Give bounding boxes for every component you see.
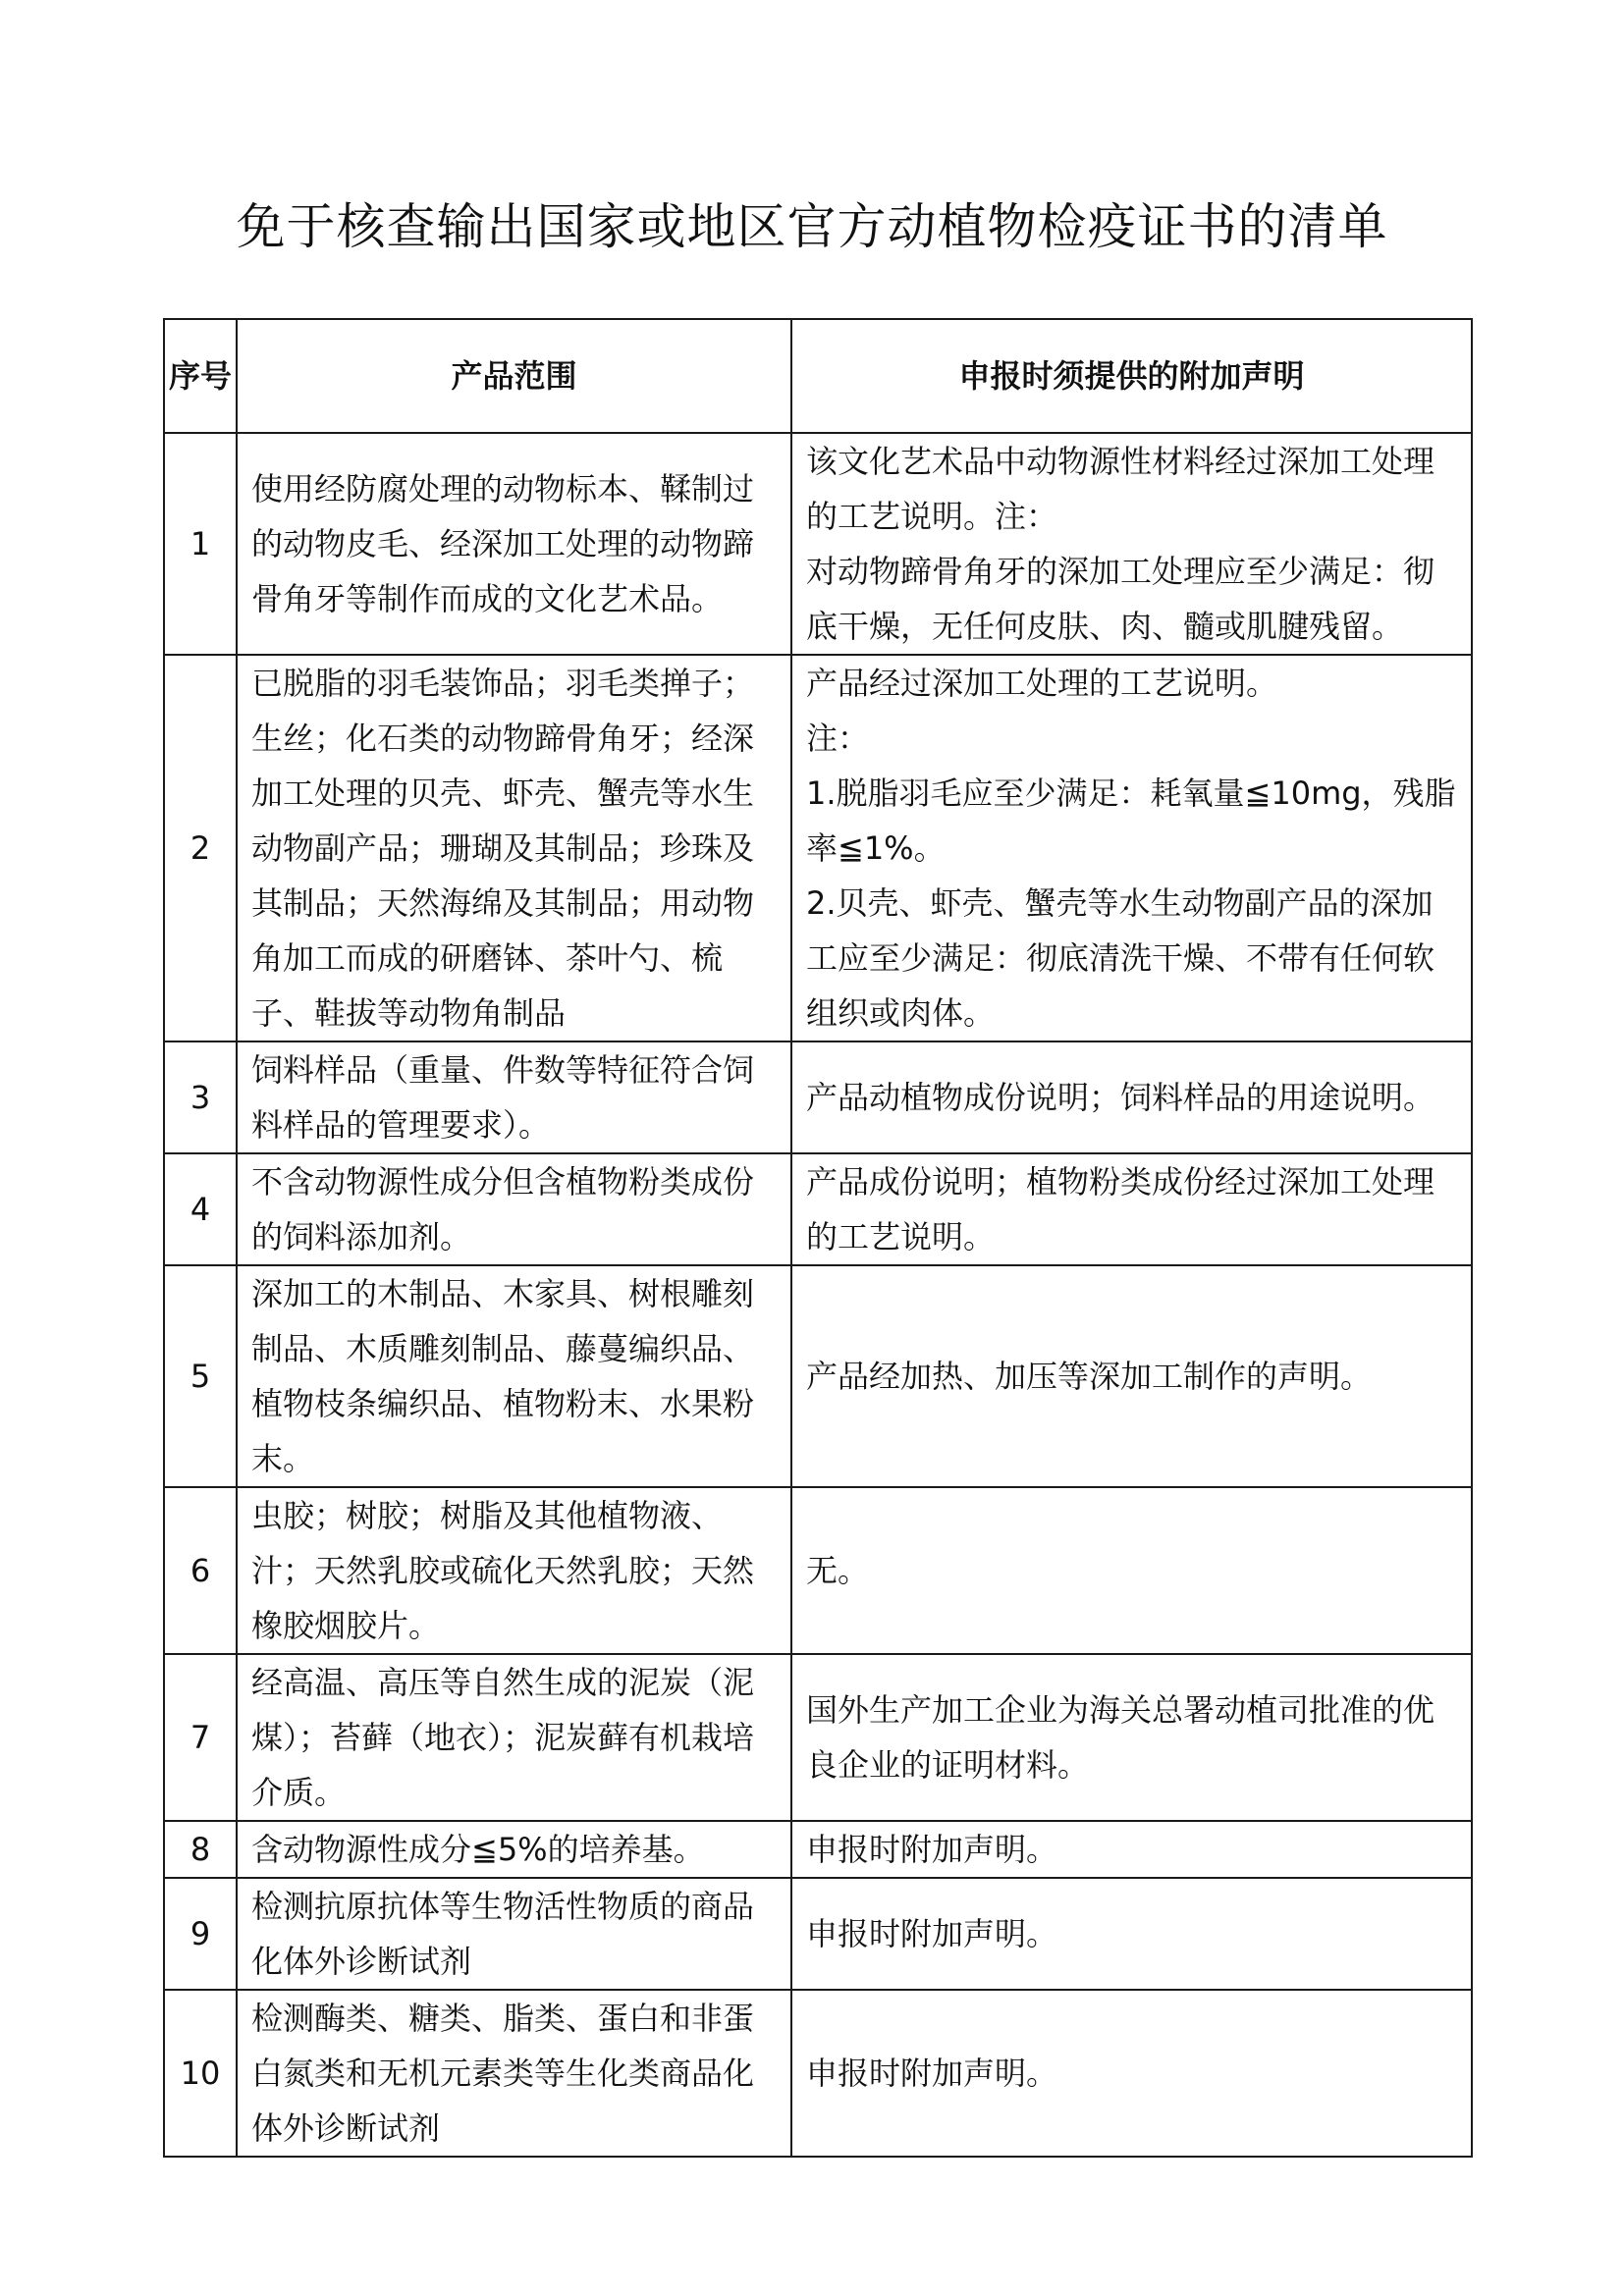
row-statement: [791, 655, 1472, 1041]
row-scope: 虫胶；树胶；树脂及其他植物液、汁；天然乳胶或硫化天然乳胶；天然橡胶烟胶片。: [237, 1487, 791, 1654]
row-statement: [791, 1265, 1472, 1487]
header-seq: 序号: [164, 319, 237, 433]
table-row: [164, 433, 1472, 655]
row-seq: 2: [164, 655, 237, 1041]
table-row: [164, 1153, 1472, 1265]
table-row: [164, 1654, 1472, 1821]
table-row: [164, 1990, 1472, 2157]
row-scope: 已脱脂的羽毛装饰品；羽毛类掸子；生丝；化石类的动物蹄骨角牙；经深加工处理的贝壳、虾壳、蟹壳等水生动物副产品；珊瑚及其制品；珍珠及其制品；天然海绵及其制品；用动物角加工而成的研磨钵、茶叶勺、梳子、鞋拔等动物角制品: [237, 655, 791, 1041]
row-scope: 含动物源性成分≦5%的培养基。: [237, 1821, 791, 1878]
table-header-row: [164, 319, 1472, 433]
statement-line: 申报时附加声明。: [806, 2055, 1058, 2092]
table-row: [164, 1487, 1472, 1654]
page-title: 免于核查输出国家或地区官方动植物检疫证书的清单: [236, 198, 1388, 255]
row-statement: [791, 1654, 1472, 1821]
table-row: [164, 655, 1472, 1041]
table-row: [164, 1265, 1472, 1487]
row-scope: 深加工的木制品、木家具、树根雕刻制品、木质雕刻制品、藤蔓编织品、植物枝条编织品、植物粉末、水果粉末。: [237, 1265, 791, 1487]
row-scope: 检测抗原抗体等生物活性物质的商品化体外诊断试剂: [237, 1878, 791, 1990]
statement-line: 产品成份说明；植物粉类成份经过深加工处理的工艺说明。: [806, 1163, 1435, 1255]
row-statement: [791, 1153, 1472, 1265]
row-scope: 经高温、高压等自然生成的泥炭（泥煤）；苔藓（地衣）；泥炭藓有机栽培介质。: [237, 1654, 791, 1821]
row-statement: [791, 1487, 1472, 1654]
table-row: [164, 1821, 1472, 1878]
row-seq: 3: [164, 1041, 237, 1153]
statement-line: 2.贝壳、虾壳、蟹壳等水生动物副产品的深加工应至少满足：彻底清洗干燥、不带有任何软组织或肉体。: [806, 884, 1435, 1032]
statement-line: 1.脱脂羽毛应至少满足：耗氧量≦10mg，残脂率≦1%。: [806, 774, 1456, 867]
row-scope: 使用经防腐处理的动物标本、鞣制过的动物皮毛、经深加工处理的动物蹄骨角牙等制作而成的文化艺术品。: [237, 433, 791, 655]
row-statement: [791, 433, 1472, 655]
statement-line: 申报时附加声明。: [806, 1831, 1058, 1868]
row-seq: 1: [164, 433, 237, 655]
row-seq: 5: [164, 1265, 237, 1487]
row-statement: [791, 1821, 1472, 1878]
exemption-list-table: [163, 318, 1473, 2158]
statement-line: 国外生产加工企业为海关总署动植司批准的优良企业的证明材料。: [806, 1691, 1435, 1784]
statement-line: 产品经加热、加压等深加工制作的声明。: [806, 1358, 1373, 1395]
header-statement: 申报时须提供的附加声明: [791, 319, 1472, 433]
table-row: [164, 1878, 1472, 1990]
row-statement: [791, 1990, 1472, 2157]
row-seq: 4: [164, 1153, 237, 1265]
row-statement: [791, 1041, 1472, 1153]
row-seq: 9: [164, 1878, 237, 1990]
row-scope: 不含动物源性成分但含植物粉类成份的饲料添加剂。: [237, 1153, 791, 1265]
statement-line: 无。: [806, 1552, 870, 1589]
statement-line: 产品经过深加工处理的工艺说明。: [806, 665, 1278, 702]
row-statement: [791, 1878, 1472, 1990]
statement-line: 该文化艺术品中动物源性材料经过深加工处理的工艺说明。注：: [806, 443, 1435, 535]
statement-line: 对动物蹄骨角牙的深加工处理应至少满足：彻底干燥，无任何皮肤、肉、髓或肌腱残留。: [806, 553, 1435, 645]
row-scope: 检测酶类、糖类、脂类、蛋白和非蛋白氮类和无机元素类等生化类商品化体外诊断试剂: [237, 1990, 791, 2157]
row-scope: 饲料样品（重量、件数等特征符合饲料样品的管理要求）。: [237, 1041, 791, 1153]
statement-line: 注：: [806, 720, 870, 757]
row-seq: 7: [164, 1654, 237, 1821]
table-row: [164, 1041, 1472, 1153]
row-seq: 6: [164, 1487, 237, 1654]
statement-line: 产品动植物成份说明；饲料样品的用途说明。: [806, 1079, 1435, 1116]
row-seq: 8: [164, 1821, 237, 1878]
statement-line: 申报时附加声明。: [806, 1915, 1058, 1952]
header-scope: 产品范围: [237, 319, 791, 433]
row-seq: 10: [164, 1990, 237, 2157]
